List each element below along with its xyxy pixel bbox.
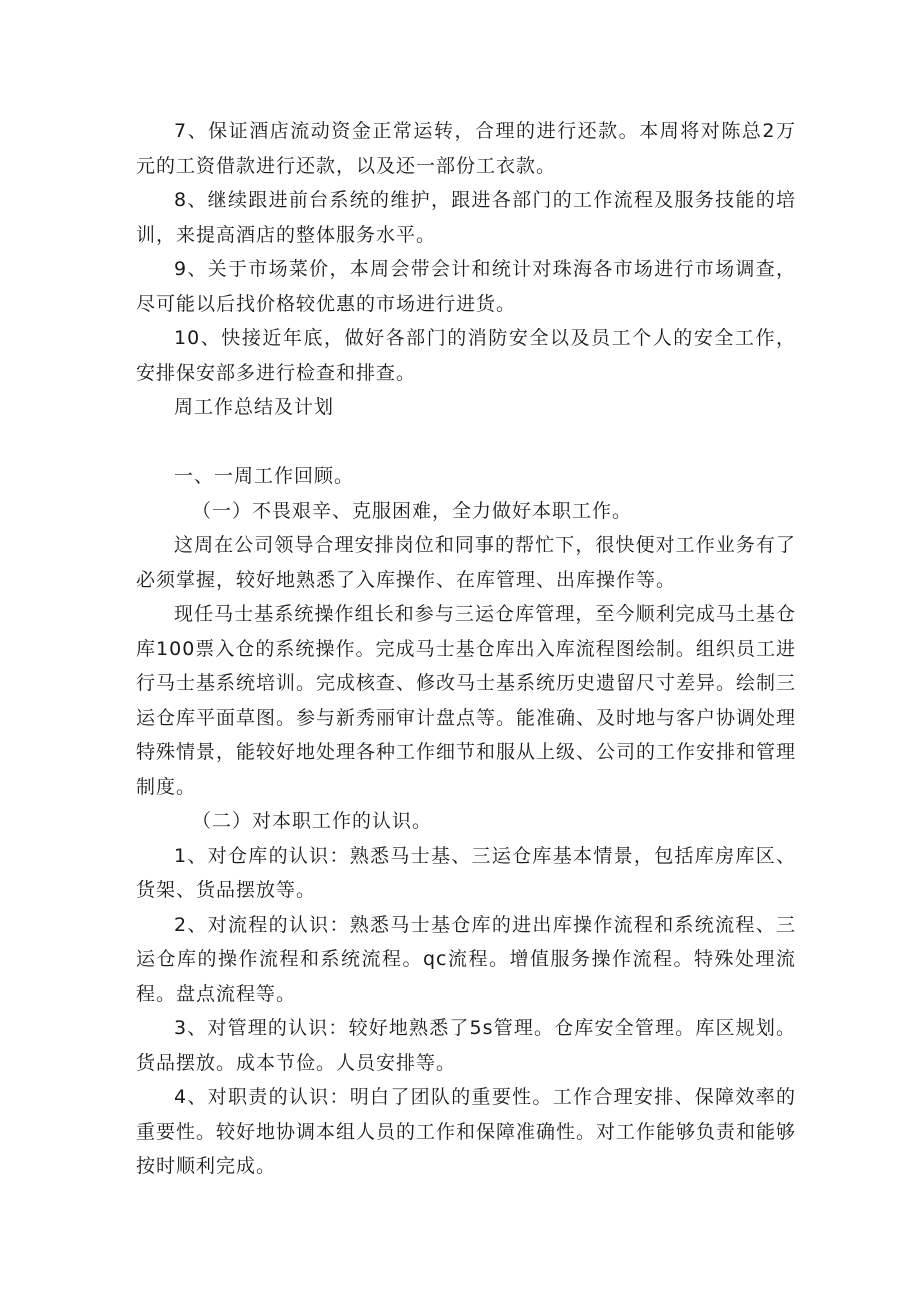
subheading-one: （一）不畏艰辛、克服困难，全力做好本职工作。	[192, 499, 633, 522]
list-item-3: 3、对管理的认识：较好地熟悉了5s管理。仓库安全管理。库区规划。货品摆放。成本节俭。人员安排等。	[136, 1017, 796, 1074]
paragraph-a: 这周在公司领导合理安排岗位和同事的帮忙下，很快便对工作业务有了必须掌握，较好地熟悉了入库操作、在库管理、出库操作等。	[136, 534, 796, 591]
paragraph-item-9: 9、关于市场菜价，本周会带会计和统计对珠海各市场进行市场调查，尽可能以后找价格较优惠的市场进行进货。	[136, 258, 796, 315]
paragraph-b: 现任马士基系统操作组长和参与三运仓库管理，至今顺利完成马土基仓库100票入仓的系统操作。完成马士基仓库出入库流程图绘制。组织员工进行马士基系统培训。完成核查、修改马士基系统历史遗留尺寸差异。绘制三运仓库平面草图。参与新秀丽审计盘点等。能准确、及时地与客户协调处理特殊情景，能较好地处理各种工作细节和服从上级、公司的工作安排和管理制度。	[136, 603, 797, 798]
list-item-2: 2、对流程的认识：熟悉马士基仓库的进出库操作流程和系统流程、三运仓库的操作流程和系统流程。qc流程。增值服务操作流程。特殊处理流程。盘点流程等。	[136, 913, 796, 1005]
paragraph-item-10: 10、快接近年底，做好各部门的消防安全以及员工个人的安全工作，安排保安部多进行检查和排查。	[136, 327, 796, 384]
list-item-1: 1、对仓库的认识：熟悉马士基、三运仓库基本情景，包括库房库区、货架、货品摆放等。	[136, 844, 796, 901]
paragraph-item-8: 8、继续跟进前台系统的维护，跟进各部门的工作流程及服务技能的培训，来提高酒店的整体服务水平。	[136, 189, 796, 246]
subheading-two: （二）对本职工作的认识。	[192, 810, 433, 832]
paragraph-item-7: 7、保证酒店流动资金正常运转，合理的进行还款。本周将对陈总2万元的工资借款进行还款，以及还一部份工衣款。	[136, 120, 796, 177]
document-body	[136, 114, 796, 1184]
blank-line	[136, 425, 796, 460]
list-item-4: 4、对职责的认识：明白了团队的重要性。工作合理安排、保障效率的重要性。较好地协调本组人员的工作和保障准确性。对工作能够负责和能够按时顺利完成。	[136, 1086, 797, 1177]
document-title: 周工作总结及计划	[174, 396, 335, 418]
section-heading-one: 一、一周工作回顾。	[174, 465, 355, 487]
